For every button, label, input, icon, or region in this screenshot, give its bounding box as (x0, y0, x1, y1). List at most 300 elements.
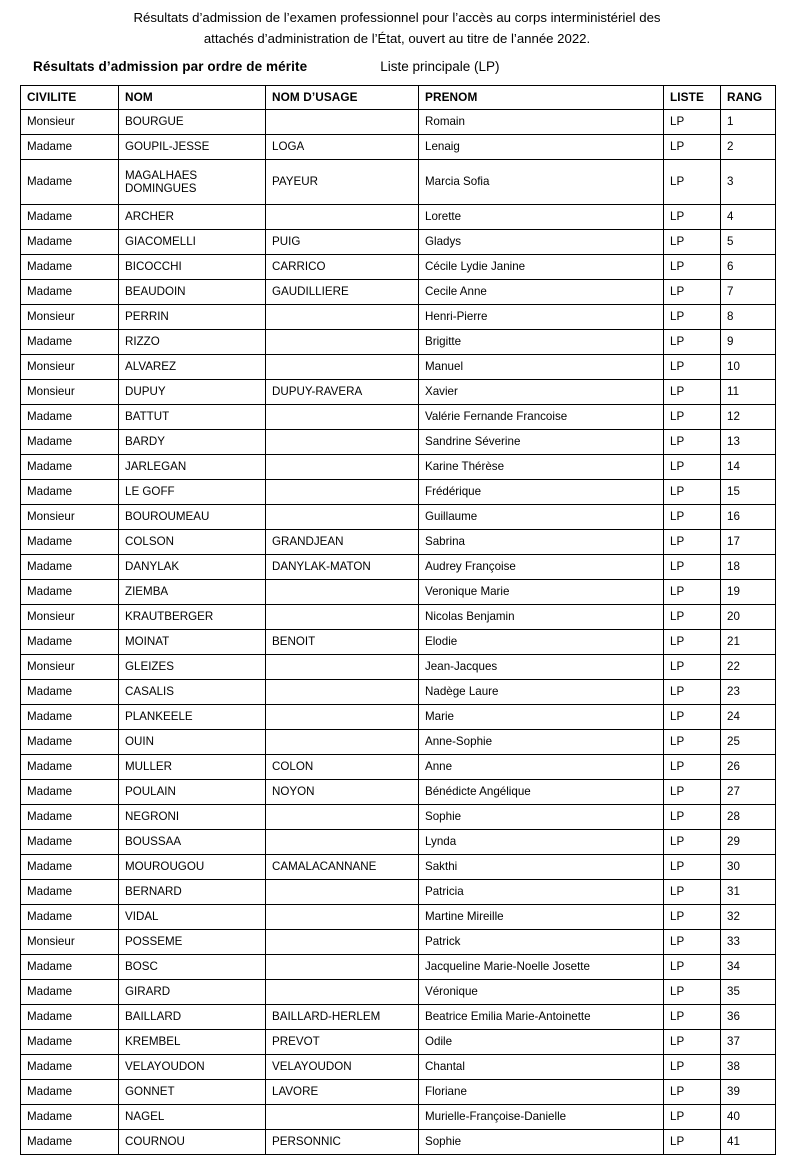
cell-nom-usage (266, 655, 419, 680)
cell-liste: LP (664, 530, 721, 555)
cell-civilite: Monsieur (21, 655, 119, 680)
cell-liste: LP (664, 280, 721, 305)
cell-nom: RIZZO (119, 330, 266, 355)
cell-civilite: Madame (21, 255, 119, 280)
cell-nom: COLSON (119, 530, 266, 555)
cell-rang: 27 (721, 780, 776, 805)
table-row (21, 505, 776, 530)
cell-rang: 24 (721, 705, 776, 730)
subtitle-list-label: Liste principale (LP) (380, 59, 500, 74)
table-row (21, 405, 776, 430)
cell-nom: ALVAREZ (119, 355, 266, 380)
cell-nom-usage: GAUDILLIERE (266, 280, 419, 305)
cell-prenom: Véronique (419, 980, 664, 1005)
cell-prenom: Brigitte (419, 330, 664, 355)
cell-liste: LP (664, 255, 721, 280)
cell-rang: 34 (721, 955, 776, 980)
cell-liste: LP (664, 1030, 721, 1055)
table-row (21, 1005, 776, 1030)
cell-nom: COURNOU (119, 1130, 266, 1155)
cell-nom: GIACOMELLI (119, 230, 266, 255)
cell-nom: BERNARD (119, 880, 266, 905)
cell-liste: LP (664, 110, 721, 135)
cell-nom: KRAUTBERGER (119, 605, 266, 630)
cell-liste: LP (664, 430, 721, 455)
cell-civilite: Madame (21, 1030, 119, 1055)
table-row (21, 160, 776, 205)
results-table (20, 85, 776, 1155)
cell-liste: LP (664, 755, 721, 780)
cell-rang: 32 (721, 905, 776, 930)
cell-prenom: Sophie (419, 1130, 664, 1155)
table-row (21, 680, 776, 705)
table-row (21, 110, 776, 135)
cell-liste: LP (664, 160, 721, 205)
cell-prenom: Valérie Fernande Francoise (419, 405, 664, 430)
cell-civilite: Madame (21, 230, 119, 255)
cell-prenom: Sandrine Séverine (419, 430, 664, 455)
cell-prenom: Audrey Françoise (419, 555, 664, 580)
cell-nom: CASALIS (119, 680, 266, 705)
cell-nom: JARLEGAN (119, 455, 266, 480)
cell-nom-usage: GRANDJEAN (266, 530, 419, 555)
cell-nom: NEGRONI (119, 805, 266, 830)
cell-civilite: Madame (21, 730, 119, 755)
cell-liste: LP (664, 505, 721, 530)
cell-civilite: Madame (21, 1055, 119, 1080)
cell-rang: 19 (721, 580, 776, 605)
cell-liste: LP (664, 705, 721, 730)
column-header-rang: RANG (721, 86, 776, 110)
table-row (21, 480, 776, 505)
cell-civilite: Madame (21, 530, 119, 555)
cell-prenom: Lynda (419, 830, 664, 855)
cell-prenom: Romain (419, 110, 664, 135)
cell-nom-usage: CAMALACANNANE (266, 855, 419, 880)
cell-prenom: Patrick (419, 930, 664, 955)
cell-prenom: Marie (419, 705, 664, 730)
column-header-civilite: CIVILITE (21, 86, 119, 110)
cell-prenom: Lorette (419, 205, 664, 230)
table-row (21, 305, 776, 330)
cell-rang: 11 (721, 380, 776, 405)
cell-nom-usage: DUPUY-RAVERA (266, 380, 419, 405)
cell-nom: BATTUT (119, 405, 266, 430)
cell-liste: LP (664, 955, 721, 980)
cell-liste: LP (664, 1130, 721, 1155)
cell-liste: LP (664, 905, 721, 930)
cell-civilite: Monsieur (21, 380, 119, 405)
cell-prenom: Xavier (419, 380, 664, 405)
cell-civilite: Madame (21, 855, 119, 880)
cell-nom: BEAUDOIN (119, 280, 266, 305)
cell-liste: LP (664, 655, 721, 680)
cell-prenom: Manuel (419, 355, 664, 380)
cell-liste: LP (664, 555, 721, 580)
cell-civilite: Madame (21, 280, 119, 305)
cell-nom: PERRIN (119, 305, 266, 330)
cell-civilite: Madame (21, 455, 119, 480)
cell-nom-usage (266, 955, 419, 980)
table-row (21, 255, 776, 280)
cell-civilite: Madame (21, 905, 119, 930)
cell-nom-usage: BAILLARD-HERLEM (266, 1005, 419, 1030)
cell-civilite: Monsieur (21, 930, 119, 955)
cell-nom-usage: CARRICO (266, 255, 419, 280)
cell-civilite: Monsieur (21, 355, 119, 380)
cell-nom-usage (266, 405, 419, 430)
cell-nom: BOUROUMEAU (119, 505, 266, 530)
cell-nom: GONNET (119, 1080, 266, 1105)
table-body (21, 110, 776, 1155)
cell-prenom: Patricia (419, 880, 664, 905)
cell-rang: 26 (721, 755, 776, 780)
column-header-nom-usage: NOM D’USAGE (266, 86, 419, 110)
cell-nom: BAILLARD (119, 1005, 266, 1030)
cell-nom-usage (266, 480, 419, 505)
cell-liste: LP (664, 480, 721, 505)
cell-nom-usage: PREVOT (266, 1030, 419, 1055)
cell-rang: 6 (721, 255, 776, 280)
cell-nom-usage (266, 110, 419, 135)
cell-prenom: Beatrice Emilia Marie-Antoinette (419, 1005, 664, 1030)
table-header-row (21, 86, 776, 110)
cell-liste: LP (664, 730, 721, 755)
cell-civilite: Madame (21, 430, 119, 455)
cell-rang: 40 (721, 1105, 776, 1130)
cell-liste: LP (664, 980, 721, 1005)
cell-nom: GIRARD (119, 980, 266, 1005)
document-title (0, 0, 794, 49)
table-row (21, 705, 776, 730)
cell-prenom: Bénédicte Angélique (419, 780, 664, 805)
cell-civilite: Madame (21, 1130, 119, 1155)
cell-nom-usage (266, 505, 419, 530)
cell-rang: 7 (721, 280, 776, 305)
cell-nom-usage (266, 1105, 419, 1130)
cell-nom: POULAIN (119, 780, 266, 805)
cell-rang: 16 (721, 505, 776, 530)
table-row (21, 280, 776, 305)
column-header-prenom: PRENOM (419, 86, 664, 110)
table-row (21, 530, 776, 555)
cell-nom-usage: LAVORE (266, 1080, 419, 1105)
cell-prenom: Odile (419, 1030, 664, 1055)
table-row (21, 205, 776, 230)
cell-nom-usage (266, 605, 419, 630)
cell-prenom: Gladys (419, 230, 664, 255)
table-row (21, 830, 776, 855)
cell-nom: MAGALHAES DOMINGUES (119, 160, 266, 205)
cell-prenom: Nadège Laure (419, 680, 664, 705)
cell-civilite: Madame (21, 160, 119, 205)
cell-rang: 28 (721, 805, 776, 830)
cell-prenom: Karine Thérèse (419, 455, 664, 480)
table-row (21, 1030, 776, 1055)
cell-nom: GOUPIL-JESSE (119, 135, 266, 160)
cell-liste: LP (664, 205, 721, 230)
table-row (21, 655, 776, 680)
cell-nom: MULLER (119, 755, 266, 780)
cell-nom-usage: PERSONNIC (266, 1130, 419, 1155)
cell-nom-usage: VELAYOUDON (266, 1055, 419, 1080)
cell-rang: 41 (721, 1130, 776, 1155)
cell-rang: 1 (721, 110, 776, 135)
cell-nom-usage (266, 430, 419, 455)
table-row (21, 1130, 776, 1155)
cell-nom: ZIEMBA (119, 580, 266, 605)
cell-prenom: Elodie (419, 630, 664, 655)
cell-prenom: Veronique Marie (419, 580, 664, 605)
cell-liste: LP (664, 830, 721, 855)
cell-rang: 33 (721, 930, 776, 955)
cell-prenom: Cécile Lydie Janine (419, 255, 664, 280)
cell-rang: 23 (721, 680, 776, 705)
cell-nom: PLANKEELE (119, 705, 266, 730)
table-row (21, 135, 776, 160)
cell-civilite: Madame (21, 680, 119, 705)
cell-liste: LP (664, 880, 721, 905)
cell-nom: BOURGUE (119, 110, 266, 135)
cell-civilite: Madame (21, 330, 119, 355)
cell-nom: BOSC (119, 955, 266, 980)
cell-nom: BARDY (119, 430, 266, 455)
cell-prenom: Anne (419, 755, 664, 780)
table-row (21, 905, 776, 930)
cell-prenom: Sabrina (419, 530, 664, 555)
cell-nom-usage: BENOIT (266, 630, 419, 655)
document-title-line-2: attachés d’administration de l’État, ouvert au titre de l’année 2022. (203, 31, 591, 46)
cell-prenom: Jean-Jacques (419, 655, 664, 680)
cell-civilite: Madame (21, 630, 119, 655)
cell-liste: LP (664, 1005, 721, 1030)
cell-civilite: Madame (21, 135, 119, 160)
cell-rang: 3 (721, 160, 776, 205)
cell-liste: LP (664, 355, 721, 380)
table-row (21, 1080, 776, 1105)
cell-prenom: Frédérique (419, 480, 664, 505)
cell-rang: 20 (721, 605, 776, 630)
cell-nom: GLEIZES (119, 655, 266, 680)
cell-civilite: Madame (21, 980, 119, 1005)
cell-prenom: Chantal (419, 1055, 664, 1080)
table-row (21, 605, 776, 630)
cell-nom: LE GOFF (119, 480, 266, 505)
cell-liste: LP (664, 1105, 721, 1130)
cell-civilite: Monsieur (21, 305, 119, 330)
results-table-wrapper (20, 85, 775, 1155)
table-row (21, 330, 776, 355)
cell-prenom: Sophie (419, 805, 664, 830)
column-header-liste: LISTE (664, 86, 721, 110)
cell-nom: BOUSSAA (119, 830, 266, 855)
cell-nom-usage: PUIG (266, 230, 419, 255)
cell-rang: 5 (721, 230, 776, 255)
cell-nom-usage (266, 330, 419, 355)
cell-nom-usage: NOYON (266, 780, 419, 805)
cell-nom: MOUROUGOU (119, 855, 266, 880)
cell-rang: 22 (721, 655, 776, 680)
cell-liste: LP (664, 805, 721, 830)
cell-rang: 8 (721, 305, 776, 330)
cell-nom: POSSEME (119, 930, 266, 955)
cell-civilite: Madame (21, 580, 119, 605)
cell-rang: 18 (721, 555, 776, 580)
cell-nom-usage (266, 830, 419, 855)
cell-prenom: Cecile Anne (419, 280, 664, 305)
cell-liste: LP (664, 380, 721, 405)
cell-rang: 15 (721, 480, 776, 505)
cell-prenom: Henri-Pierre (419, 305, 664, 330)
subtitle-merit-order: Résultats d’admission par ordre de mérite (33, 59, 308, 74)
table-row (21, 880, 776, 905)
cell-rang: 39 (721, 1080, 776, 1105)
cell-liste: LP (664, 230, 721, 255)
cell-nom-usage (266, 580, 419, 605)
cell-liste: LP (664, 405, 721, 430)
cell-nom-usage (266, 455, 419, 480)
cell-nom-usage (266, 905, 419, 930)
table-row (21, 955, 776, 980)
cell-nom-usage (266, 205, 419, 230)
table-header (21, 86, 776, 110)
cell-liste: LP (664, 305, 721, 330)
cell-civilite: Madame (21, 205, 119, 230)
cell-rang: 4 (721, 205, 776, 230)
cell-nom: KREMBEL (119, 1030, 266, 1055)
cell-liste: LP (664, 135, 721, 160)
cell-liste: LP (664, 1080, 721, 1105)
cell-liste: LP (664, 455, 721, 480)
cell-liste: LP (664, 630, 721, 655)
cell-rang: 14 (721, 455, 776, 480)
cell-nom-usage (266, 680, 419, 705)
cell-rang: 29 (721, 830, 776, 855)
cell-nom: OUIN (119, 730, 266, 755)
cell-civilite: Madame (21, 805, 119, 830)
cell-civilite: Madame (21, 830, 119, 855)
cell-liste: LP (664, 605, 721, 630)
column-header-nom: NOM (119, 86, 266, 110)
cell-nom-usage: LOGA (266, 135, 419, 160)
cell-nom-usage: PAYEUR (266, 160, 419, 205)
cell-nom: MOINAT (119, 630, 266, 655)
cell-prenom: Guillaume (419, 505, 664, 530)
cell-civilite: Madame (21, 555, 119, 580)
cell-civilite: Madame (21, 780, 119, 805)
cell-nom: VELAYOUDON (119, 1055, 266, 1080)
cell-civilite: Madame (21, 1005, 119, 1030)
cell-nom-usage: DANYLAK-MATON (266, 555, 419, 580)
cell-nom-usage (266, 705, 419, 730)
table-row (21, 730, 776, 755)
cell-civilite: Madame (21, 1080, 119, 1105)
cell-prenom: Marcia Sofia (419, 160, 664, 205)
cell-civilite: Monsieur (21, 505, 119, 530)
cell-prenom: Floriane (419, 1080, 664, 1105)
cell-rang: 9 (721, 330, 776, 355)
cell-nom-usage (266, 805, 419, 830)
cell-rang: 35 (721, 980, 776, 1005)
table-row (21, 630, 776, 655)
cell-liste: LP (664, 680, 721, 705)
cell-nom-usage (266, 980, 419, 1005)
cell-civilite: Madame (21, 705, 119, 730)
table-row (21, 755, 776, 780)
cell-prenom: Jacqueline Marie-Noelle Josette (419, 955, 664, 980)
cell-rang: 13 (721, 430, 776, 455)
table-row (21, 980, 776, 1005)
cell-liste: LP (664, 1055, 721, 1080)
table-row (21, 930, 776, 955)
table-row (21, 430, 776, 455)
cell-prenom: Martine Mireille (419, 905, 664, 930)
cell-prenom: Anne-Sophie (419, 730, 664, 755)
cell-civilite: Madame (21, 755, 119, 780)
cell-nom-usage (266, 930, 419, 955)
cell-nom: DUPUY (119, 380, 266, 405)
cell-civilite: Monsieur (21, 110, 119, 135)
cell-nom: NAGEL (119, 1105, 266, 1130)
cell-civilite: Monsieur (21, 605, 119, 630)
cell-nom: BICOCCHI (119, 255, 266, 280)
cell-rang: 10 (721, 355, 776, 380)
cell-civilite: Madame (21, 880, 119, 905)
cell-nom: VIDAL (119, 905, 266, 930)
cell-nom: DANYLAK (119, 555, 266, 580)
cell-rang: 25 (721, 730, 776, 755)
cell-liste: LP (664, 780, 721, 805)
cell-civilite: Madame (21, 480, 119, 505)
cell-nom-usage (266, 305, 419, 330)
cell-prenom: Sakthi (419, 855, 664, 880)
cell-nom-usage (266, 730, 419, 755)
cell-civilite: Madame (21, 955, 119, 980)
cell-prenom: Murielle-Françoise-Danielle (419, 1105, 664, 1130)
table-row (21, 855, 776, 880)
cell-nom-usage: COLON (266, 755, 419, 780)
table-row (21, 555, 776, 580)
table-row (21, 805, 776, 830)
cell-nom-usage (266, 355, 419, 380)
table-row (21, 455, 776, 480)
cell-rang: 21 (721, 630, 776, 655)
cell-rang: 2 (721, 135, 776, 160)
cell-liste: LP (664, 855, 721, 880)
table-row (21, 580, 776, 605)
table-row (21, 355, 776, 380)
cell-rang: 36 (721, 1005, 776, 1030)
cell-rang: 37 (721, 1030, 776, 1055)
subtitle-row (0, 59, 794, 74)
cell-prenom: Lenaig (419, 135, 664, 160)
cell-nom-usage (266, 880, 419, 905)
cell-liste: LP (664, 580, 721, 605)
table-row (21, 1105, 776, 1130)
cell-liste: LP (664, 330, 721, 355)
cell-rang: 12 (721, 405, 776, 430)
document-title-line-1: Résultats d’admission de l’examen professionnel pour l’accès au corps interministériel des (133, 10, 661, 25)
cell-civilite: Madame (21, 405, 119, 430)
cell-rang: 17 (721, 530, 776, 555)
table-row (21, 1055, 776, 1080)
cell-rang: 30 (721, 855, 776, 880)
cell-nom: ARCHER (119, 205, 266, 230)
cell-rang: 31 (721, 880, 776, 905)
cell-rang: 38 (721, 1055, 776, 1080)
cell-prenom: Nicolas Benjamin (419, 605, 664, 630)
cell-civilite: Madame (21, 1105, 119, 1130)
